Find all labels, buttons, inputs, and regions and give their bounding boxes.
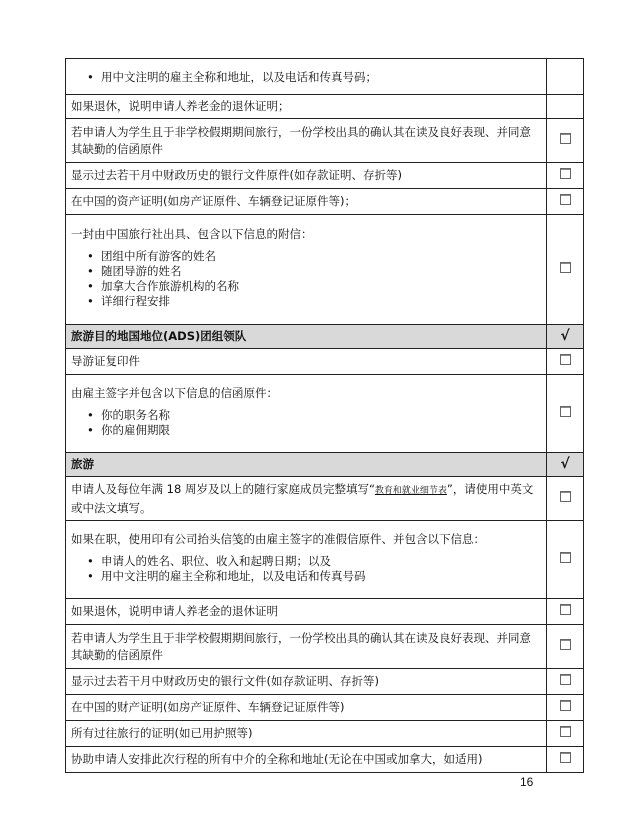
checklist-row — [66, 599, 584, 625]
checkbox-icon[interactable] — [560, 354, 571, 365]
check-cell — [547, 721, 584, 747]
item-description — [66, 189, 547, 215]
checkbox-icon[interactable] — [560, 639, 571, 650]
item-text: 在中国的财产证明(如房产证原件、车辆登记证原件等) — [71, 700, 345, 714]
document-checklist-table — [65, 58, 584, 773]
item-text: 申请人及每位年满 18 周岁及以上的随行家庭成员完整填写“ — [71, 481, 375, 496]
bullet-item: • 你的雇佣期限 — [101, 423, 541, 438]
checkmark-icon: √ — [560, 328, 570, 344]
bullet-item: • 用中文注明的雇主全称和地址，以及电话和传真号码； — [101, 70, 541, 85]
bullet-list — [71, 249, 541, 309]
item-description — [66, 521, 547, 599]
check-cell — [547, 599, 584, 625]
form-name-link[interactable]: 教育和就业细节表 — [374, 485, 447, 496]
check-cell — [547, 669, 584, 695]
section-header-row — [66, 325, 584, 349]
item-text: ”，请使用中英文或中法文填写。 — [71, 481, 534, 515]
check-cell — [547, 747, 584, 773]
item-text: 若申请人为学生且于非学校假期期间旅行，一份学校出具的确认其在读及良好表现、并同意其缺勤的信函原件 — [71, 124, 531, 156]
checklist-row — [66, 477, 584, 521]
bullet-item: • 申请人的姓名、职位、收入和起聘日期；以及 — [101, 554, 541, 569]
check-cell — [547, 695, 584, 721]
item-description — [66, 349, 547, 375]
item-lead-text: 由雇主签字并包含以下信息的信函原件： — [71, 386, 278, 400]
item-text: 显示过去若干月中财政历史的银行文件原件(如存款证明、存折等) — [71, 168, 402, 182]
section-header-row — [66, 453, 584, 477]
check-cell — [547, 59, 584, 95]
checkbox-icon[interactable] — [560, 406, 571, 417]
checklist-row — [66, 59, 584, 95]
item-description — [66, 119, 547, 163]
checklist-row — [66, 695, 584, 721]
item-text: 在中国的资产证明(如房产证原件、车辆登记证原件等)； — [71, 194, 356, 208]
item-description — [66, 669, 547, 695]
checklist-row — [66, 721, 584, 747]
item-description — [66, 747, 547, 773]
check-cell — [547, 215, 584, 325]
checklist-row — [66, 747, 584, 773]
bullet-item: • 你的职务名称 — [101, 408, 541, 423]
item-description — [66, 695, 547, 721]
item-description — [66, 375, 547, 453]
check-cell — [547, 325, 584, 349]
bullet-item: • 加拿大合作旅游机构的名称 — [101, 279, 541, 294]
check-cell — [547, 349, 584, 375]
item-text: 协助申请人安排此次行程的所有中介的全称和地址(无论在中国或加拿大，如适用) — [71, 752, 483, 766]
section-title: 旅游 — [71, 457, 94, 471]
item-text: 若申请人为学生且于非学校假期期间旅行，一份学校出具的确认其在读及良好表现、并同意其缺勤的信函原件 — [71, 630, 531, 662]
check-cell — [547, 163, 584, 189]
checklist-row — [66, 349, 584, 375]
checklist-row — [66, 163, 584, 189]
check-cell — [547, 477, 584, 521]
checklist-row — [66, 189, 584, 215]
item-description — [66, 59, 547, 95]
item-text: 导游证复印件 — [71, 354, 140, 368]
checkbox-icon[interactable] — [560, 604, 571, 615]
bullet-list — [71, 70, 541, 85]
item-description — [66, 599, 547, 625]
checkbox-icon[interactable] — [560, 168, 571, 179]
checkbox-icon[interactable] — [560, 194, 571, 205]
checkbox-icon[interactable] — [560, 700, 571, 711]
bullet-item: • 随团导游的姓名 — [101, 264, 541, 279]
check-cell — [547, 625, 584, 669]
checklist-row — [66, 375, 584, 453]
checkbox-icon[interactable] — [560, 726, 571, 737]
check-cell — [547, 375, 584, 453]
checklist-row — [66, 625, 584, 669]
item-text: 显示过去若干月中财政历史的银行文件(如存款证明、存折等) — [71, 674, 379, 688]
checklist-row — [66, 521, 584, 599]
checklist-row — [66, 215, 584, 325]
checklist-row — [66, 119, 584, 163]
bullet-item: • 详细行程安排 — [101, 294, 541, 309]
checkbox-icon[interactable] — [560, 133, 571, 144]
item-lead-text: 如果在职，使用印有公司抬头信笺的由雇主签字的准假信原件、并包含以下信息： — [71, 532, 485, 546]
check-cell — [547, 119, 584, 163]
item-text: 所有过往旅行的证明(如已用护照等) — [71, 726, 253, 740]
checkbox-icon[interactable] — [560, 752, 571, 763]
item-description — [66, 163, 547, 189]
checklist-row — [66, 95, 584, 119]
checkbox-icon[interactable] — [560, 491, 571, 502]
checkbox-icon[interactable] — [560, 552, 571, 563]
check-cell — [547, 521, 584, 599]
item-description — [66, 477, 547, 521]
checkbox-icon[interactable] — [560, 262, 571, 273]
bullet-list — [71, 408, 541, 438]
page-number: 16 — [520, 775, 534, 789]
checkbox-icon[interactable] — [560, 674, 571, 685]
section-title: 旅游目的地国地位(ADS)团组领队 — [71, 329, 247, 343]
item-description — [66, 721, 547, 747]
bullet-item: • 团组中所有游客的姓名 — [101, 249, 541, 264]
item-text: 如果退休，说明申请人养老金的退休证明 — [71, 604, 278, 618]
check-cell — [547, 95, 584, 119]
item-text: 如果退休，说明申请人养老金的退休证明； — [71, 99, 290, 113]
check-cell — [547, 453, 584, 477]
item-description — [66, 325, 547, 349]
checkmark-icon: √ — [560, 456, 570, 472]
bullet-item: • 用中文注明的雇主全称和地址，以及电话和传真号码 — [101, 569, 541, 584]
item-description — [66, 95, 547, 119]
item-lead-text: 一封由中国旅行社出具、包含以下信息的附信： — [71, 227, 313, 241]
checklist-row — [66, 669, 584, 695]
bullet-list — [71, 554, 541, 584]
check-cell — [547, 189, 584, 215]
item-description — [66, 215, 547, 325]
item-description — [66, 625, 547, 669]
item-description — [66, 453, 547, 477]
